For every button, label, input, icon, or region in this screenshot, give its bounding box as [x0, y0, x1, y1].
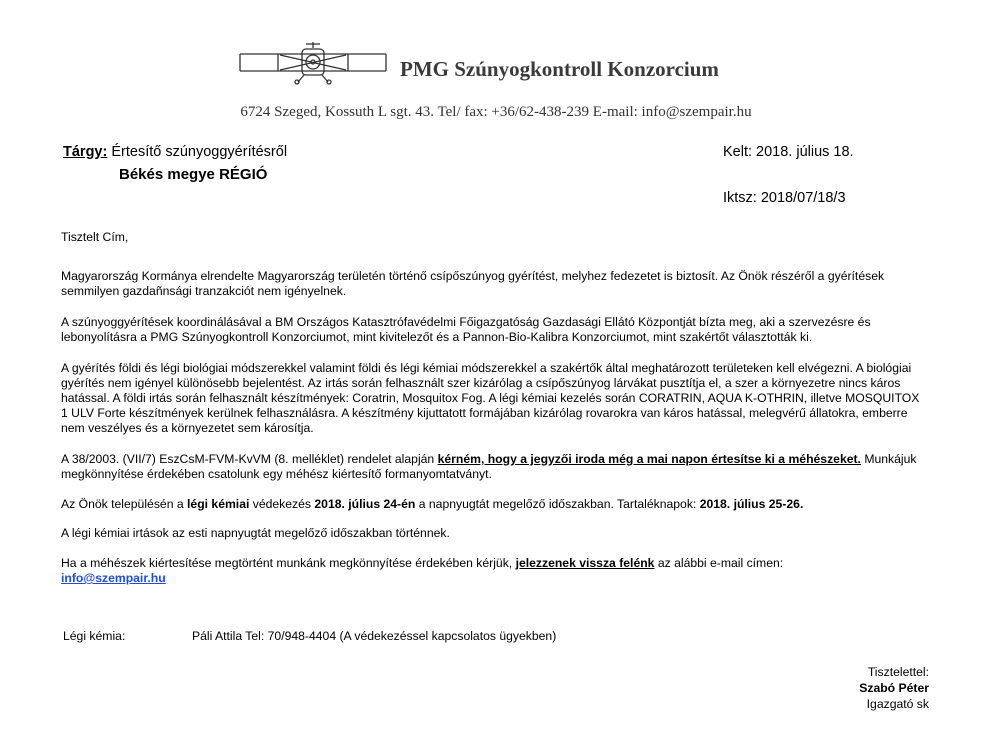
contact-detail: Páli Attila Tel: 70/948-4404 (A védekezéssel kapcsolatos ügyekben): [192, 629, 557, 643]
paragraph-5: [61, 497, 921, 512]
subject-line: [63, 144, 287, 160]
paragraph-4-request: kérném, hogy a jegyzői iroda még a mai napon értesítse ki a méhészeket.: [437, 452, 861, 466]
paragraph-3: A gyérítés földi és légi biológiai módszerekkel valamint földi és légi kémiai módszerekkel a szakértők által meghatározott területeken kell elvégezni. A biológiai gyérítés nem igényel különösebb bejelentést. Az irtás során felhasznált szer kizárólag a csípőszúnyog lárvákat pusztítja el, a szer a környezetre nincs káros hatással. A földi irtás során felhasznált készítmények: Coratrin, Mosquitox Fog. A légi kémiai kezelés során CORATRIN, AQUA K-OTHRIN, illetve MOSQUITOX 1 ULV Forte készítmények kerülnek felhasználásra. A készítmény kijuttatott formájában kizárólag rovarokra van káros hatással, melegvérű állatokra, emberre nem veszélyes és a környezetet sem károsítja.: [61, 361, 920, 435]
paragraph-1: Magyarország Kormánya elrendelte Magyarország területén történő csípőszúnyog gyérítést, melyhez fedezetet is biztosít. Az Önök részéről a gyérítések semmilyen gazdañnsági tranzakciót nem igényelnek.: [61, 269, 885, 298]
paragraph-7: [61, 556, 921, 586]
organization-address: 6724 Szeged, Kossuth L sgt. 43. Tel/ fax: +36/62-438-239 E-mail: info@szempair.hu: [240, 104, 752, 120]
p7-part-a: Ha a méhészek kiértesítése megtörtént munkánk megkönnyítése érdekében kérjük,: [61, 556, 516, 570]
subject-label: Tárgy:: [63, 144, 108, 160]
p5-part-e: a napnyugtát megelőző időszakban. Tartaléknapok:: [415, 497, 700, 511]
p5-part-a: Az Önök településén a: [61, 497, 188, 511]
contact-label: Légi kémia:: [63, 629, 126, 643]
signatory-name: Szabó Péter: [859, 681, 929, 695]
paragraph-2: A szúnyoggyérítések koordinálásával a BM Országos Katasztrófavédelmi Főigazgatóság Gazdasági Ellátó Központját bízta meg, aki a szervezésre és lebonyolításra a PMG Szúnyogkontroll Konzorciumot, mint kivitelezőt és a Pannon-Bio-Kalibra Konzorciumot, mint szakértőt választották ki.: [61, 315, 871, 344]
p5-reserve-dates: 2018. július 25-26.: [699, 497, 804, 511]
p5-part-c: védekezés: [249, 497, 315, 511]
paragraph-6: A légi kémiai irtások az esti napnyugtát megelőző időszakban történnek.: [61, 526, 450, 540]
p7-part-c: az alábbi e-mail címen:: [654, 556, 784, 570]
subject-text: Értesítő szúnyoggyérítésről: [107, 144, 288, 160]
signatory-title: Igazgató sk: [866, 697, 929, 711]
issue-date: Kelt: 2018. július 18.: [723, 144, 854, 160]
region-heading: Békés megye RÉGIÓ: [119, 166, 268, 183]
salutation: Tisztelt Cím,: [61, 230, 129, 244]
biplane-icon: [238, 40, 388, 85]
p7-request: jelezzenek vissza felénk: [515, 556, 655, 570]
p5-method: légi kémiai: [187, 497, 250, 511]
email-link[interactable]: info@szempair.hu: [61, 571, 166, 585]
p5-date: 2018. július 24-én: [314, 497, 416, 511]
paragraph-4: [61, 452, 921, 482]
organization-name: PMG Szúnyogkontroll Konzorcium: [400, 57, 719, 81]
closing: Tisztelettel:: [867, 665, 929, 679]
paragraph-4-outro: Munkájuk megkönnyítése érdekében csatolunk egy méhész kiértesítő formanyomtatványt.: [61, 452, 917, 481]
paragraph-4-intro: A 38/2003. (VII/7) EszCsM-FVM-KvVM (8. melléklet) rendelet alapján: [61, 452, 438, 466]
reference-number: Iktsz: 2018/07/18/3: [723, 190, 846, 206]
